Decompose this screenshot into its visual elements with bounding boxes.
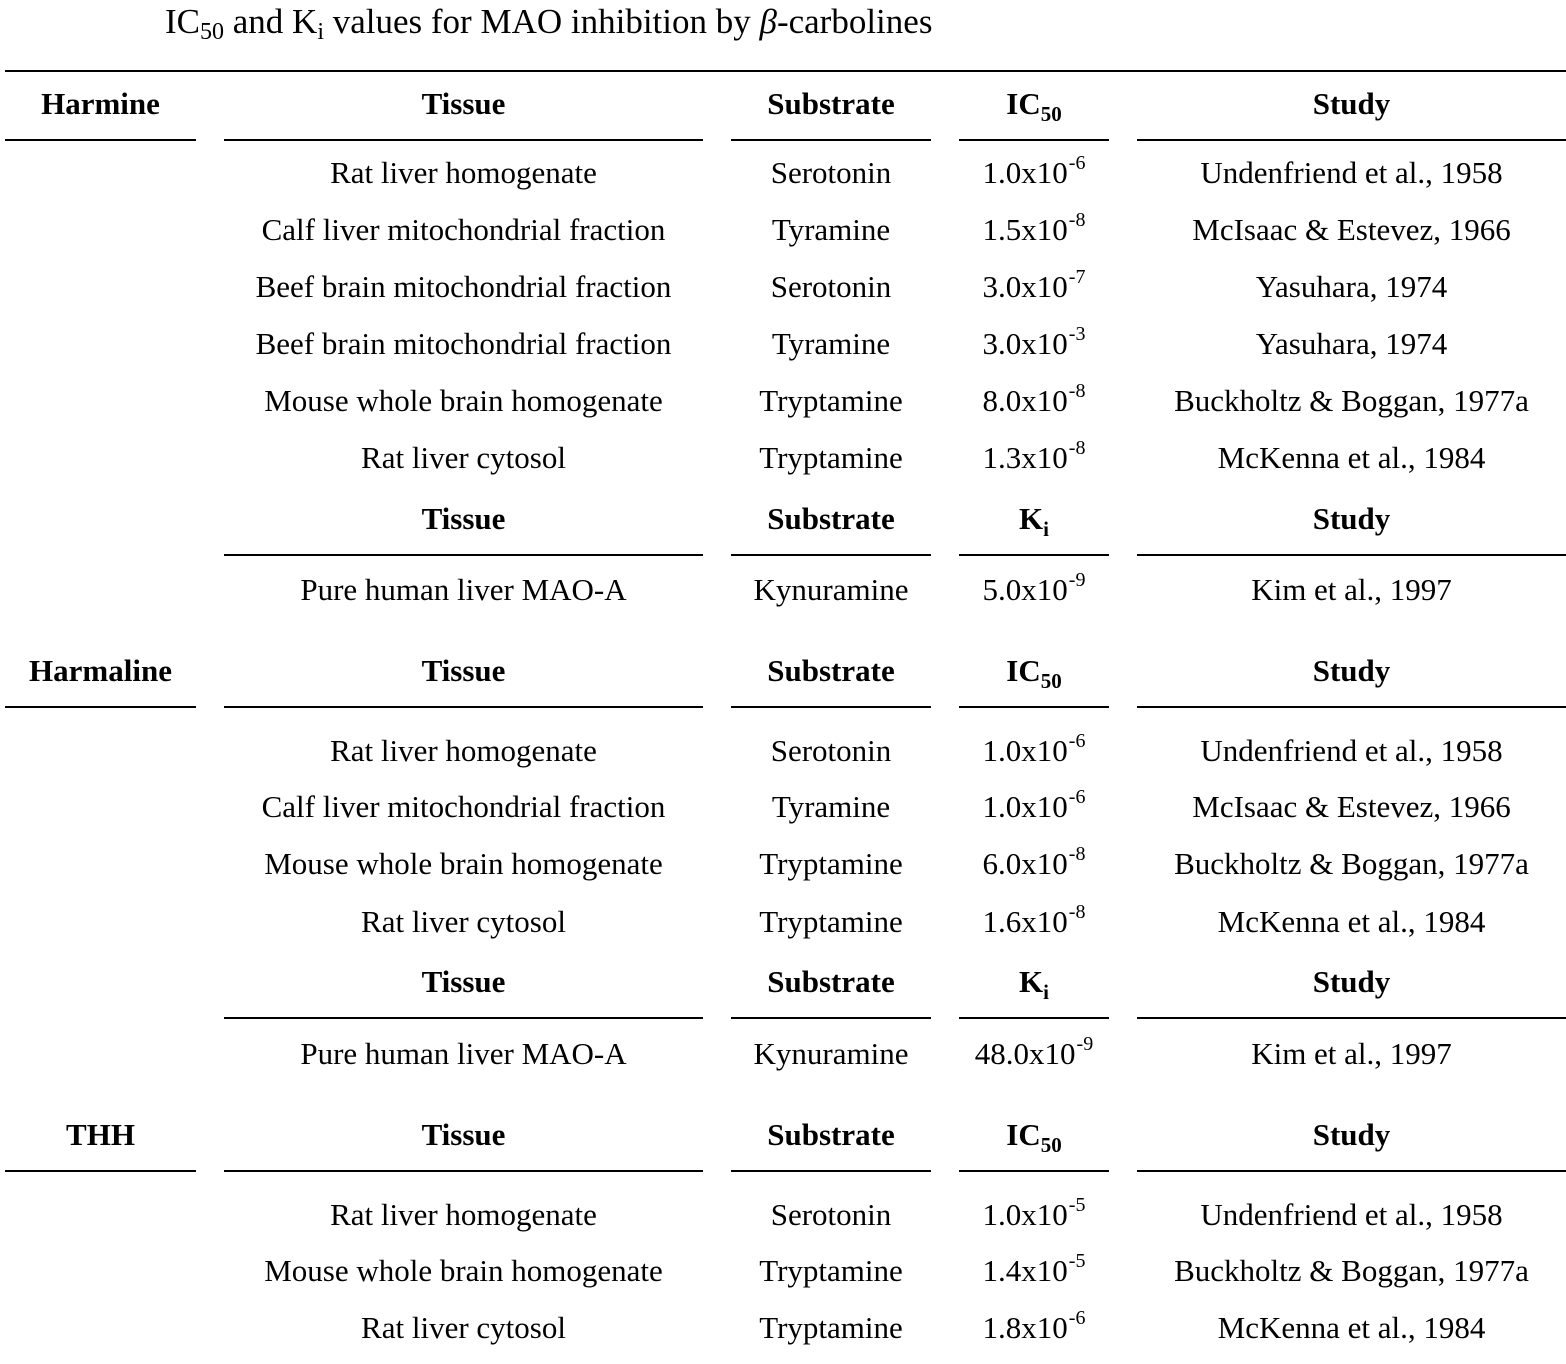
col-header-ic50: $IC_{50}$ [959, 1100, 1109, 1172]
col-header-ki: $K_i$ [959, 947, 1109, 1019]
beta-symbol: β [759, 2, 777, 41]
col-header-tissue: Tissue [224, 636, 703, 708]
table-title: $IC_{50}$ and $K_i$ values for MAO inhibition by β-carbolines [165, 2, 933, 45]
table-row: Rat liver homogenate Serotonin $1.0x10^{-6}$ Undenfriend et al., 1958 [330, 152, 1503, 190]
col-header-substrate: Substrate [731, 947, 931, 1019]
col-header-study: Study [1137, 484, 1566, 556]
compound-label: Harmaline [5, 636, 196, 708]
table-row: Mouse whole brain homogenate Tryptamine $8.0x10^{-8}$ Buckholtz & Boggan, 1977a [264, 380, 1529, 418]
col-header-substrate: Substrate [731, 636, 931, 708]
col-header-tissue: Tissue [224, 947, 703, 1019]
table-row: Rat liver homogenate Serotonin $1.0x10^{-5}$ Undenfriend et al., 1958 [330, 1194, 1503, 1232]
col-header-study: Study [1137, 1100, 1566, 1172]
harmaline-ic50-header-row [0, 648, 1566, 704]
col-header-study: Study [1137, 69, 1566, 141]
col-header-tissue: Tissue [224, 484, 703, 556]
table-row: Beef brain mitochondrial fraction Tyramine $3.0x10^{-3}$ Yasuhara, 1974 [255, 323, 1448, 361]
col-header-ic50: $IC_{50}$ [959, 69, 1109, 141]
col-header-ki: $K_i$ [959, 484, 1109, 556]
col-header-study: Study [1137, 947, 1566, 1019]
table-row: Pure human liver MAO-A Kynuramine $48.0x10^{-9}$ Kim et al., 1997 [300, 1033, 1452, 1071]
table-row: Rat liver cytosol Tryptamine $1.8x10^{-6}$ McKenna et al., 1984 [361, 1307, 1486, 1345]
table-row: Mouse whole brain homogenate Tryptamine $6.0x10^{-8}$ Buckholtz & Boggan, 1977a [264, 843, 1529, 881]
harmaline-ki-header-row [0, 959, 1566, 1015]
col-header-substrate: Substrate [731, 1100, 931, 1172]
compound-label: THH [5, 1100, 196, 1172]
compound-label: Harmine [5, 69, 196, 141]
col-header-substrate: Substrate [731, 69, 931, 141]
col-header-substrate: Substrate [731, 484, 931, 556]
col-header-study: Study [1137, 636, 1566, 708]
table-row: Mouse whole brain homogenate Tryptamine $1.4x10^{-5}$ Buckholtz & Boggan, 1977a [264, 1250, 1529, 1288]
harmine-ki-header-row [0, 496, 1566, 552]
table-row: Pure human liver MAO-A Kynuramine $5.0x10^{-9}$ Kim et al., 1997 [300, 569, 1452, 607]
harmine-ic50-header-row [0, 81, 1566, 137]
table-row: Rat liver cytosol Tryptamine $1.6x10^{-8}$ McKenna et al., 1984 [361, 901, 1486, 939]
col-header-tissue: Tissue [224, 1100, 703, 1172]
table-row: Calf liver mitochondrial fraction Tyramine $1.5x10^{-8}$ McIsaac & Estevez, 1966 [261, 209, 1511, 247]
table-row: Rat liver homogenate Serotonin $1.0x10^{-6}$ Undenfriend et al., 1958 [330, 730, 1503, 768]
table-row: Calf liver mitochondrial fraction Tyramine $1.0x10^{-6}$ McIsaac & Estevez, 1966 [261, 786, 1511, 824]
table-row: Beef brain mitochondrial fraction Serotonin $3.0x10^{-7}$ Yasuhara, 1974 [255, 266, 1448, 304]
table-row: Rat liver cytosol Tryptamine $1.3x10^{-8}$ McKenna et al., 1984 [361, 437, 1486, 475]
col-header-ic50: $IC_{50}$ [959, 636, 1109, 708]
col-header-tissue: Tissue [224, 69, 703, 141]
thh-ic50-header-row [0, 1112, 1566, 1168]
